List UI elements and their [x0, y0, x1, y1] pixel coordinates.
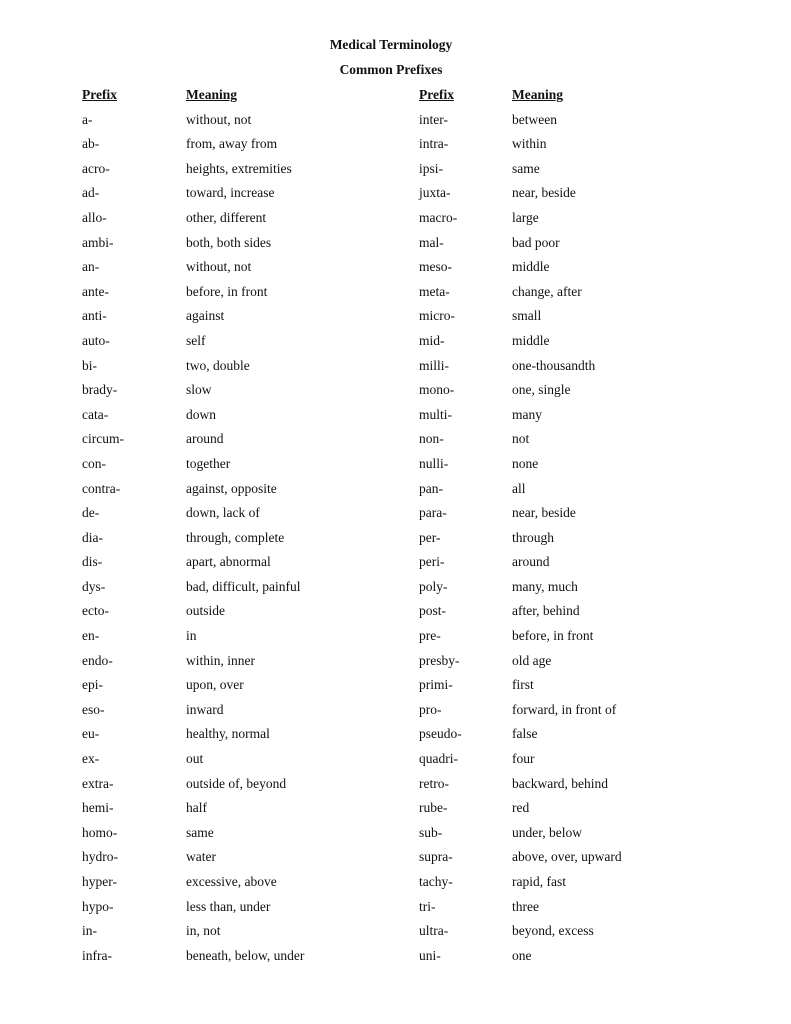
- prefix-term: ex-: [82, 751, 100, 767]
- left-prefix-header: Prefix: [82, 87, 117, 102]
- prefix-meaning: before, in front: [512, 628, 594, 644]
- prefix-meaning: three: [512, 898, 539, 914]
- prefix-meaning: water: [186, 849, 216, 865]
- prefix-meaning: upon, over: [186, 677, 244, 693]
- prefix-meaning: before, in front: [186, 283, 268, 299]
- prefix-term: infra-: [82, 947, 112, 963]
- prefix-meaning: middle: [512, 259, 550, 275]
- prefix-meaning: outside of, beyond: [186, 775, 287, 791]
- prefix-term: ultra-: [419, 923, 449, 939]
- prefix-term: pseudo-: [419, 726, 462, 742]
- prefix-meaning: against, opposite: [186, 480, 277, 496]
- prefix-term: ipsi-: [419, 160, 444, 176]
- prefix-meaning: heights, extremities: [186, 160, 292, 176]
- prefix-meaning: in, not: [186, 923, 221, 939]
- prefix-meaning: half: [186, 800, 207, 816]
- prefix-term: cata-: [82, 406, 109, 422]
- prefix-term: retro-: [419, 775, 449, 791]
- prefix-meaning: beyond, excess: [512, 923, 594, 939]
- prefix-term: de-: [82, 505, 100, 521]
- prefix-meaning: within: [512, 136, 547, 152]
- prefix-term: uni-: [419, 947, 441, 963]
- prefix-meaning: around: [512, 554, 550, 570]
- prefix-meaning: through, complete: [186, 529, 285, 545]
- prefix-meaning: inward: [186, 701, 224, 717]
- prefix-meaning: healthy, normal: [186, 726, 270, 742]
- prefix-meaning: down, lack of: [186, 505, 260, 521]
- prefix-term: macro-: [419, 209, 458, 225]
- prefix-meaning: self: [186, 332, 206, 348]
- prefix-meaning: both, both sides: [186, 234, 272, 250]
- prefix-meaning: after, behind: [512, 603, 580, 619]
- prefix-term: multi-: [419, 406, 452, 422]
- prefix-term: tri-: [419, 898, 436, 914]
- prefix-term: supra-: [419, 849, 453, 865]
- prefix-term: acro-: [82, 160, 110, 176]
- right-prefix-column: [419, 86, 462, 971]
- prefix-meaning: small: [512, 308, 542, 324]
- prefix-meaning: none: [512, 455, 539, 471]
- prefix-meaning: red: [512, 800, 530, 816]
- prefix-term: homo-: [82, 824, 118, 840]
- prefix-meaning: less than, under: [186, 898, 271, 914]
- prefix-term: en-: [82, 628, 100, 644]
- prefix-meaning: one, single: [512, 382, 571, 398]
- prefix-term: quadri-: [419, 751, 458, 767]
- prefix-term: ante-: [82, 283, 109, 299]
- prefix-term: nulli-: [419, 455, 449, 471]
- right-meaning-column: [512, 86, 622, 971]
- prefix-meaning: four: [512, 751, 535, 767]
- prefix-term: inter-: [419, 111, 448, 127]
- right-meaning-header: Meaning: [512, 87, 564, 102]
- prefix-term: primi-: [419, 677, 453, 693]
- prefix-term: eso-: [82, 701, 105, 717]
- left-meaning-header: Meaning: [186, 87, 238, 102]
- prefix-term: auto-: [82, 332, 110, 348]
- prefix-term: dis-: [82, 554, 103, 570]
- prefix-term: hyper-: [82, 874, 117, 889]
- prefix-term: poly-: [419, 578, 448, 594]
- prefix-meaning: from, away from: [186, 136, 278, 152]
- prefix-term: ad-: [82, 185, 100, 201]
- prefix-term: hemi-: [82, 800, 114, 816]
- prefix-meaning: apart, abnormal: [186, 554, 271, 570]
- prefix-term: con-: [82, 455, 106, 471]
- prefix-meaning: together: [186, 455, 231, 471]
- prefix-term: per-: [419, 529, 441, 545]
- prefix-meaning: near, beside: [512, 185, 576, 201]
- prefix-term: sub-: [419, 824, 443, 840]
- prefix-term: presby-: [419, 652, 460, 668]
- prefix-term: pan-: [419, 480, 443, 496]
- prefix-meaning: within, inner: [186, 652, 255, 668]
- prefix-term: brady-: [82, 382, 118, 398]
- prefix-term: mono-: [419, 382, 455, 398]
- prefix-term: intra-: [419, 136, 449, 152]
- prefix-term: ab-: [82, 136, 100, 152]
- page-title: Medical Terminology: [329, 37, 453, 52]
- prefix-meaning: under, below: [512, 824, 582, 840]
- prefix-term: non-: [419, 431, 444, 447]
- prefix-meaning: down: [186, 406, 216, 422]
- prefix-term: mid-: [419, 332, 445, 348]
- prefix-meaning: through: [512, 529, 554, 545]
- prefix-meaning: out: [186, 751, 204, 767]
- prefix-term: post-: [419, 603, 446, 619]
- prefix-meaning: near, beside: [512, 505, 576, 521]
- prefix-meaning: one-thousandth: [512, 357, 596, 373]
- prefix-term: meso-: [419, 259, 452, 275]
- prefix-meaning: outside: [186, 603, 225, 619]
- prefix-meaning: same: [186, 824, 214, 840]
- prefix-meaning: excessive, above: [186, 874, 277, 889]
- prefix-term: ecto-: [82, 603, 109, 619]
- left-meaning-column: [186, 86, 304, 971]
- prefix-meaning: middle: [512, 332, 550, 348]
- prefix-meaning: against: [186, 308, 225, 324]
- prefix-term: bi-: [82, 357, 97, 373]
- prefix-meaning: bad, difficult, painful: [186, 578, 301, 594]
- prefix-meaning: bad poor: [512, 234, 560, 250]
- prefix-meaning: rapid, fast: [512, 874, 566, 889]
- prefix-meaning: between: [512, 111, 557, 127]
- prefix-meaning: all: [512, 480, 526, 496]
- prefix-meaning: change, after: [512, 283, 582, 299]
- prefix-term: milli-: [419, 357, 449, 373]
- prefix-term: a-: [82, 111, 93, 127]
- prefix-term: extra-: [82, 775, 114, 791]
- left-prefix-column: [82, 86, 124, 971]
- prefix-meaning: two, double: [186, 357, 250, 373]
- prefix-meaning: slow: [186, 382, 212, 398]
- prefix-term: contra-: [82, 480, 121, 496]
- prefix-meaning: toward, increase: [186, 185, 275, 201]
- prefix-term: allo-: [82, 209, 107, 225]
- prefix-term: epi-: [82, 677, 103, 693]
- prefix-meaning: beneath, below, under: [186, 947, 305, 963]
- prefix-term: para-: [419, 505, 447, 521]
- prefix-meaning: not: [512, 431, 530, 447]
- prefix-meaning: many: [512, 406, 542, 422]
- prefix-meaning: large: [512, 209, 539, 225]
- prefix-term: mal-: [419, 234, 444, 250]
- prefix-meaning: other, different: [186, 209, 267, 225]
- prefix-meaning: without, not: [186, 259, 252, 275]
- prefix-meaning: without, not: [186, 111, 252, 127]
- prefix-meaning: many, much: [512, 578, 578, 594]
- right-prefix-header: Prefix: [419, 87, 454, 102]
- prefix-term: endo-: [82, 652, 113, 668]
- prefix-term: in-: [82, 923, 97, 939]
- prefix-term: hydro-: [82, 849, 118, 865]
- prefix-meaning: one: [512, 947, 532, 963]
- prefix-meaning: around: [186, 431, 224, 447]
- prefix-meaning: backward, behind: [512, 775, 608, 791]
- prefix-term: peri-: [419, 554, 445, 570]
- prefix-meaning: false: [512, 726, 538, 742]
- prefix-term: circum-: [82, 431, 124, 447]
- prefix-term: ambi-: [82, 234, 114, 250]
- prefix-term: pre-: [419, 628, 441, 644]
- prefix-meaning: in: [186, 628, 197, 644]
- page-subtitle: Common Prefixes: [339, 62, 443, 77]
- prefix-term: pro-: [419, 701, 442, 717]
- prefix-term: dia-: [82, 529, 103, 545]
- prefix-term: tachy-: [419, 874, 453, 889]
- prefix-meaning: forward, in front of: [512, 701, 617, 717]
- prefix-meaning: first: [512, 677, 534, 693]
- prefix-term: eu-: [82, 726, 100, 742]
- prefix-term: dys-: [82, 578, 106, 594]
- prefix-term: rube-: [419, 800, 448, 816]
- prefix-meaning: same: [512, 160, 540, 176]
- prefix-term: an-: [82, 259, 100, 275]
- prefix-meaning: old age: [512, 652, 552, 668]
- prefix-term: hypo-: [82, 898, 114, 914]
- prefix-term: anti-: [82, 308, 107, 324]
- prefix-meaning: above, over, upward: [512, 849, 622, 865]
- prefix-term: juxta-: [419, 185, 451, 201]
- prefix-term: meta-: [419, 283, 450, 299]
- prefix-term: micro-: [419, 308, 455, 324]
